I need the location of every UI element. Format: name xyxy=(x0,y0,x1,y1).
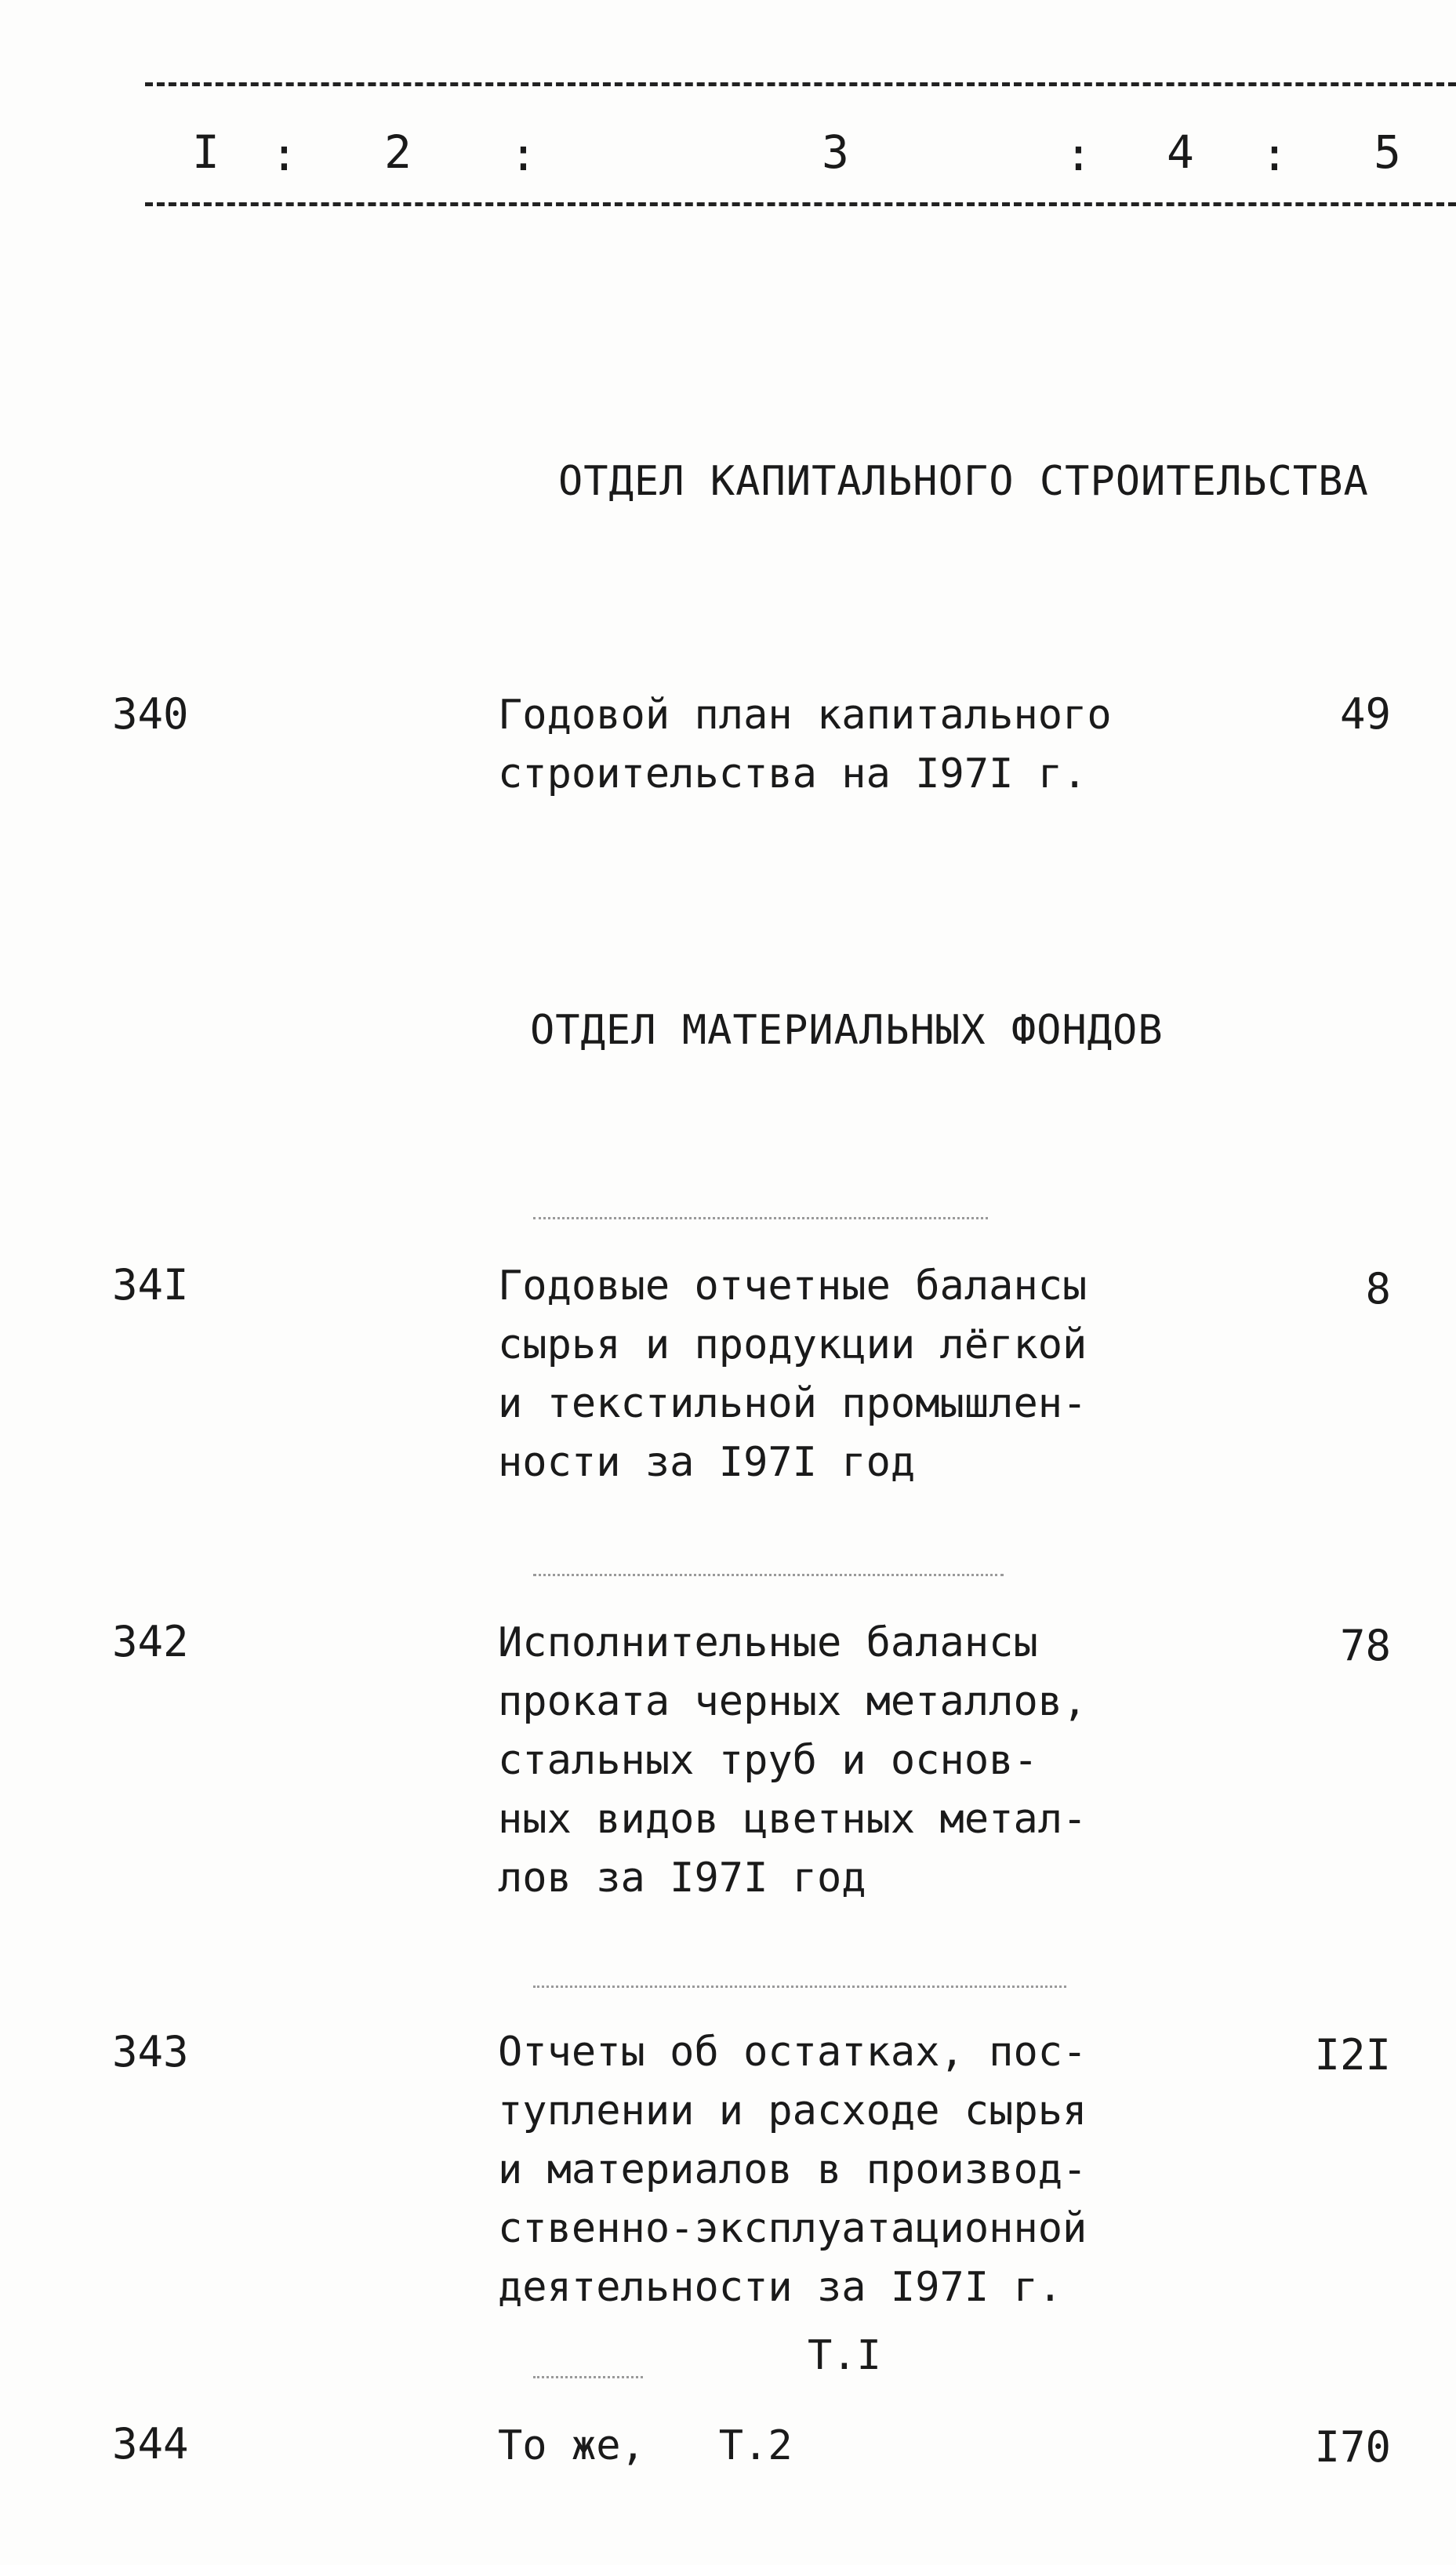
row-description xyxy=(498,2023,1141,2317)
row-description-line: То же, Т.2 xyxy=(498,2422,793,2469)
row-description-line: строительства на I97I г. xyxy=(498,750,1087,797)
row-divider xyxy=(533,1217,988,1219)
row-description-line: Исполнительные балансы xyxy=(498,1619,1038,1666)
row-sheet-count: I2I xyxy=(1314,2030,1391,2080)
row-description-line: ности за I97I год xyxy=(498,1439,916,1486)
volume-note: Т.I xyxy=(808,2332,881,2379)
row-description xyxy=(498,686,1141,804)
row-description-line: туплении и расходе сырья xyxy=(498,2087,1087,2134)
row-sheet-count: I70 xyxy=(1314,2422,1391,2472)
row-divider xyxy=(533,1986,1066,1988)
row-description-line: и материалов в производ- xyxy=(498,2146,1087,2193)
column-header-5: 5 xyxy=(1374,125,1401,179)
column-separator: : xyxy=(271,128,298,181)
row-description-line: ственно-эксплуатационной xyxy=(498,2205,1087,2252)
column-separator: : xyxy=(1261,128,1288,181)
row-description-line: Годовой план капитального xyxy=(498,692,1112,739)
column-header-3: 3 xyxy=(822,125,849,179)
row-description xyxy=(498,1614,1141,1908)
row-description-line: и текстильной промышлен- xyxy=(498,1380,1087,1427)
row-description xyxy=(498,2417,1141,2476)
row-sheet-count: 78 xyxy=(1339,1621,1391,1670)
row-description xyxy=(498,1257,1141,1492)
row-description-line: проката черных металлов, xyxy=(498,1678,1087,1725)
row-number: 344 xyxy=(112,2419,189,2469)
row-divider xyxy=(533,1574,1004,1576)
row-sheet-count: 8 xyxy=(1365,1264,1391,1313)
column-separator: : xyxy=(510,128,537,181)
row-number: 343 xyxy=(112,2027,189,2076)
section-title: ОТДЕЛ КАПИТАЛЬНОГО СТРОИТЕЛЬСТВА xyxy=(558,458,1369,505)
header-bottom-rule xyxy=(145,202,1456,206)
row-description-line: лов за I97I год xyxy=(498,1855,866,1902)
row-number: 34I xyxy=(112,1260,189,1310)
row-description-line: ных видов цветных метал- xyxy=(498,1796,1087,1843)
row-divider xyxy=(533,2376,643,2378)
column-header-1: I xyxy=(192,125,220,179)
column-separator: : xyxy=(1065,128,1092,181)
row-number: 340 xyxy=(112,689,189,739)
row-description-line: стальных труб и основ- xyxy=(498,1737,1038,1784)
row-description-line: сырья и продукции лёгкой xyxy=(498,1321,1087,1368)
column-header-2: 2 xyxy=(384,125,412,179)
column-header-4: 4 xyxy=(1167,125,1194,179)
header-top-rule xyxy=(145,82,1456,86)
row-sheet-count: 49 xyxy=(1339,689,1391,739)
row-number: 342 xyxy=(112,1617,189,1666)
row-description-line: Годовые отчетные балансы xyxy=(498,1263,1087,1310)
section-title: ОТДЕЛ МАТЕРИАЛЬНЫХ ФОНДОВ xyxy=(530,1007,1164,1054)
row-description-line: деятельности за I97I г. xyxy=(498,2264,1063,2311)
row-description-line: Отчеты об остатках, пос- xyxy=(498,2029,1087,2076)
